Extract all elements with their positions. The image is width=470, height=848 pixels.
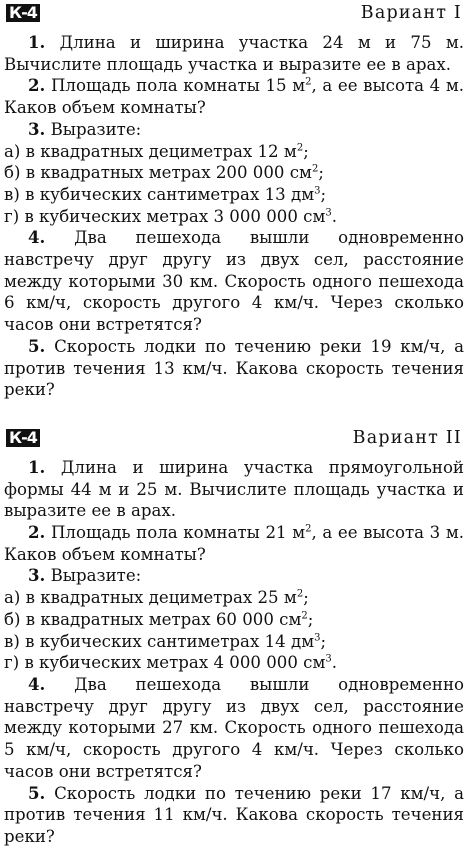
item-end: ; [303, 588, 309, 608]
item-end: . [331, 653, 338, 673]
test-badge: К-4 [6, 429, 40, 447]
task-3-item [4, 206, 464, 228]
item-end: . [331, 206, 338, 226]
variant-title: Вариант II [352, 427, 462, 448]
task-list [4, 32, 464, 401]
task-1 [4, 32, 464, 75]
item-text: г) в кубических метрах 4 000 000 см [4, 653, 326, 673]
superscript: 2 [301, 610, 308, 622]
task-text: Скорость лодки по течению реки 19 км/ч, а против течения 13 км/ч. Какова скорость течения реки? [4, 336, 465, 400]
superscript: 2 [305, 523, 312, 535]
superscript: 3 [325, 207, 332, 219]
task-3 [4, 565, 464, 587]
task-text: Выразите: [50, 119, 142, 139]
superscript: 2 [311, 163, 319, 175]
task-text: , а ее высота 3 м. Каков объем комнаты? [4, 523, 465, 564]
task-5 [4, 336, 464, 401]
item-end: ; [303, 141, 309, 161]
item-end: ; [320, 184, 327, 204]
task-text: , а ее высота 4 м. Каков объем комнаты? [4, 76, 465, 118]
item-end: ; [320, 631, 327, 651]
item-end: ; [318, 163, 324, 183]
task-text: Площадь пола комнаты 15 м [50, 76, 306, 96]
variant-1 [4, 2, 464, 401]
variant-header [4, 427, 464, 457]
variant-2 [4, 427, 464, 848]
task-number: 1. [28, 32, 46, 52]
variant-header [4, 2, 464, 32]
item-text: б) в квадратных метрах 60 000 см [4, 609, 302, 629]
task-number: 1. [28, 456, 46, 477]
superscript: 3 [314, 632, 321, 644]
item-text: а) в квадратных дециметрах 25 м [4, 588, 297, 608]
task-number: 4. [28, 227, 46, 248]
task-3-item [4, 609, 464, 631]
task-text: Площадь пола комнаты 21 м [50, 523, 306, 543]
task-3-item [4, 162, 464, 184]
item-end: ; [307, 609, 314, 629]
task-2 [4, 522, 464, 565]
task-text: Выразите: [50, 566, 142, 586]
superscript: 2 [296, 588, 304, 600]
task-1 [4, 457, 464, 522]
superscript: 3 [325, 653, 332, 665]
task-2 [4, 75, 464, 118]
task-4 [4, 674, 464, 783]
task-number: 4. [28, 673, 46, 694]
task-5 [4, 783, 464, 848]
task-number: 5. [28, 782, 46, 803]
task-number: 2. [28, 75, 46, 96]
item-text: в) в кубических сантиметрах 13 дм [4, 184, 315, 204]
task-number: 3. [28, 118, 46, 139]
task-text: Два пешехода вышли одновременно навстречу друг другу из двух сел, расстояние между которыми 30 км. Скорость одного пешехода 6 км/ч, скорость другого 4 км/ч. Через сколько часов они встретятся? [4, 228, 465, 335]
task-text: Длина и ширина участка прямоугольной формы 44 м и 25 м. Вычислите площадь участка и выразите ее в арах. [4, 457, 464, 521]
task-number: 2. [28, 522, 46, 543]
test-badge: К-4 [6, 4, 40, 22]
task-3-item [4, 652, 464, 674]
task-3-item [4, 587, 464, 609]
item-text: б) в квадратных метрах 200 000 см [4, 163, 312, 183]
task-list [4, 457, 464, 848]
task-text: Два пешехода вышли одновременно навстречу друг другу из двух сел, расстояние между которыми 27 км. Скорость одного пешехода 5 км/ч, скорость другого 4 км/ч. Через сколько часов они встретятся? [4, 674, 465, 781]
task-3 [4, 119, 464, 141]
task-number: 5. [28, 335, 46, 356]
item-text: а) в квадратных дециметрах 12 м [4, 141, 297, 161]
superscript: 2 [305, 76, 312, 88]
task-3-item [4, 141, 464, 163]
task-text: Длина и ширина участка 24 м и 75 м. Вычислите площадь участка и выразите ее в арах. [4, 33, 465, 74]
task-number: 3. [28, 565, 46, 586]
superscript: 2 [296, 141, 304, 153]
task-3-item [4, 184, 464, 206]
item-text: в) в кубических сантиметрах 14 дм [4, 631, 315, 651]
item-text: г) в кубических метрах 3 000 000 см [4, 206, 326, 226]
task-3-item [4, 631, 464, 653]
superscript: 3 [314, 185, 321, 197]
task-text: Скорость лодки по течению реки 17 км/ч, а против течения 11 км/ч. Какова скорость течения реки? [4, 783, 465, 846]
variant-title: Вариант I [360, 3, 462, 23]
task-4 [4, 227, 464, 336]
